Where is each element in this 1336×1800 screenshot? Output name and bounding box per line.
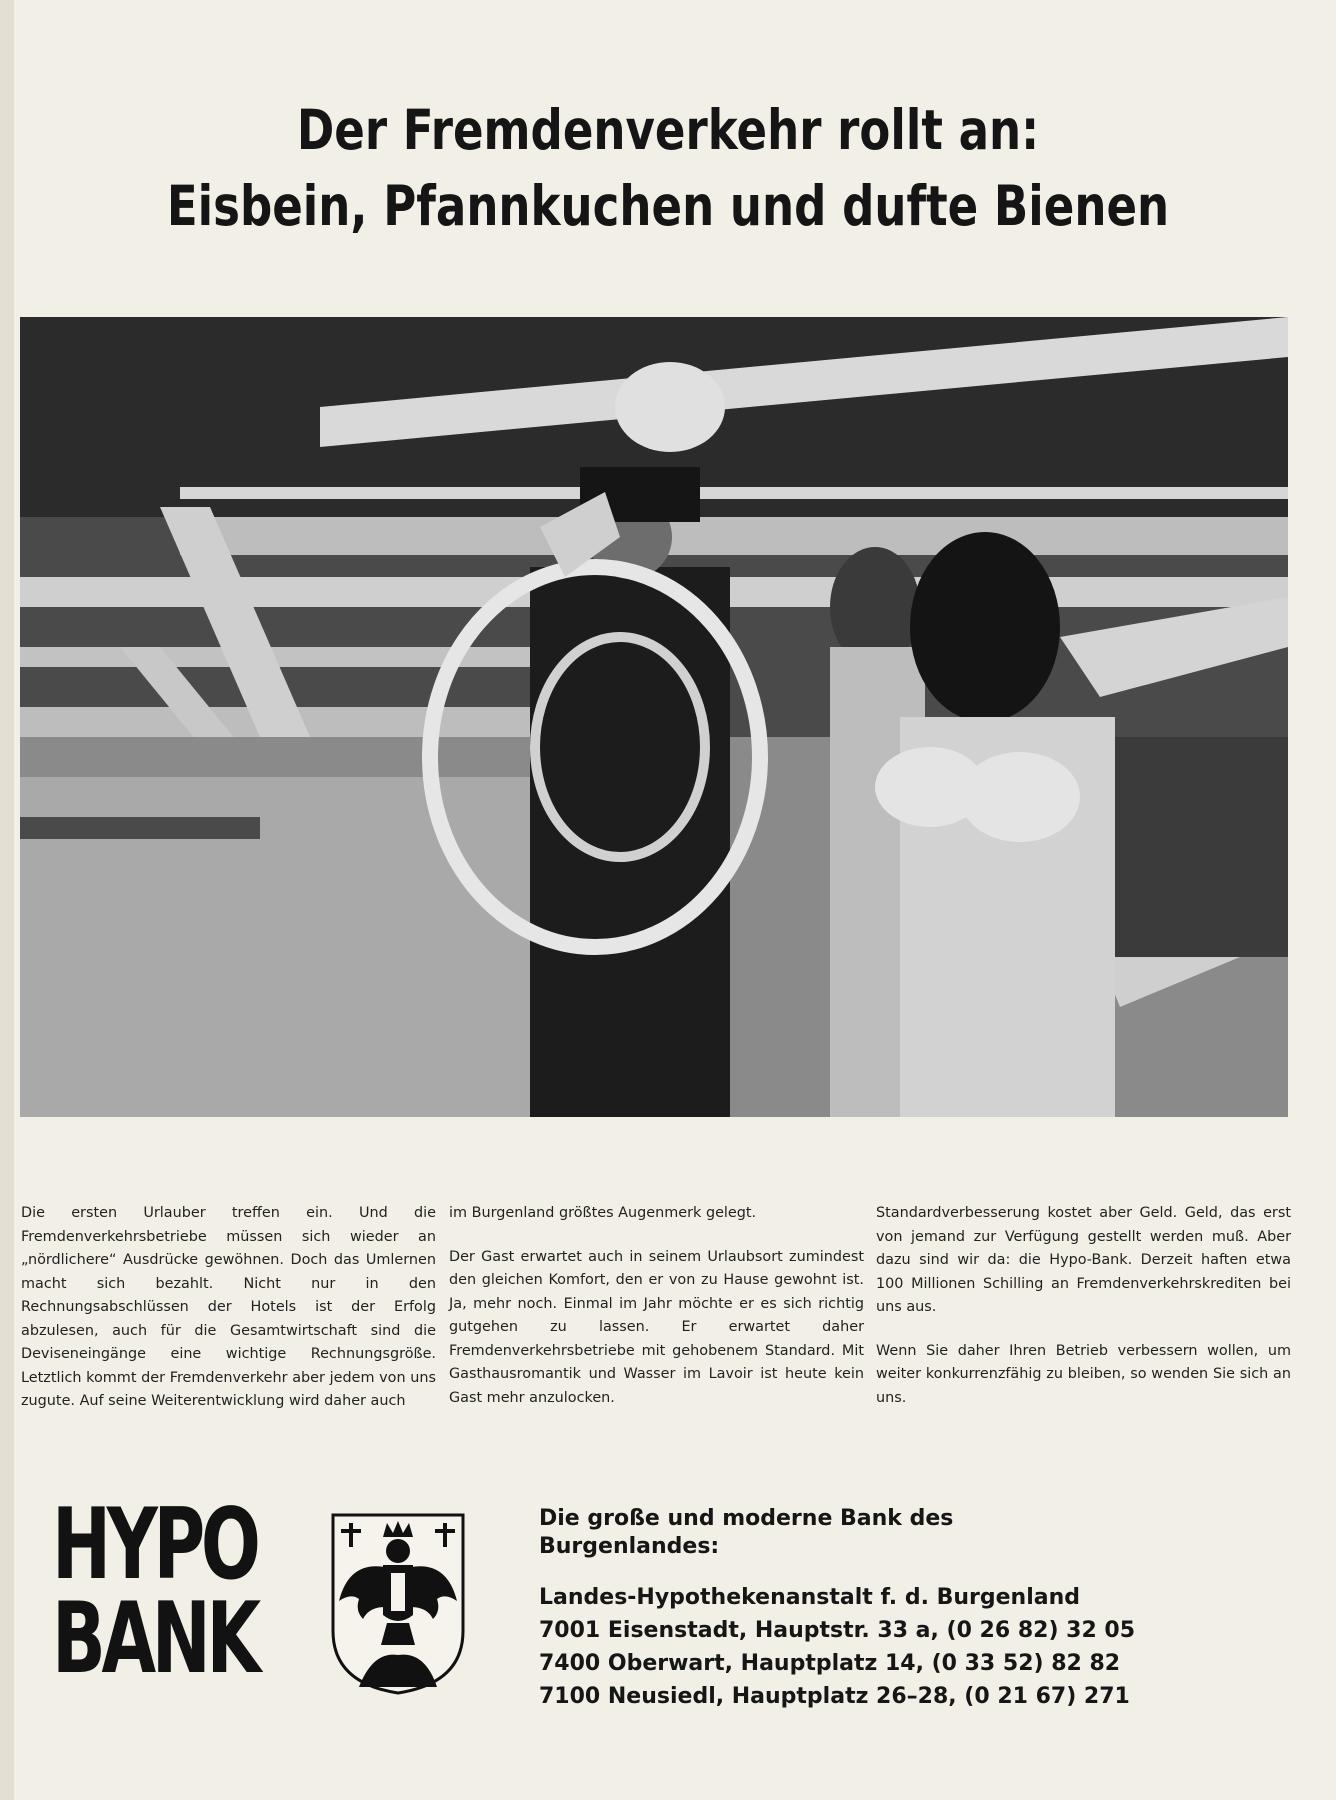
bank-address-oberwart: 7400 Oberwart, Hauptplatz 14, (0 33 52) 82 82 xyxy=(539,1651,1121,1676)
body-paragraph: Der Gast erwartet auch in seinem Urlaubsort zumindest den gleichen Komfort, den er von zu Hause gewohnt ist. Ja, mehr noch. Einmal im Jahr möchte er es sich richtig gutgehen zu lassen. Er erwartet daher Fremdenverkehrsbetriebe mit gehobenem Standard. Mit Gasthausromantik und Wasser im Lavoir ist heute kein Gast mehr anzulocken. xyxy=(449,1248,864,1406)
headline xyxy=(120,92,1216,244)
logo-line-2: BANK xyxy=(52,1582,257,1696)
eagle-coat-of-arms-icon xyxy=(329,1511,467,1697)
bank-name: Landes-Hypothekenanstalt f. d. Burgenland xyxy=(539,1585,1080,1610)
body-paragraph: Standardverbesserung kostet aber Geld. Geld, das erst von jemand zur Verfügung gestellt werden muß. Aber dazu sind wir da: die Hypo-Bank. Derzeit haften etwa 100 Millionen Schilling an Fremdenverkehrskrediten bei uns aus. xyxy=(876,1205,1291,1315)
body-column-3 xyxy=(876,1202,1291,1430)
hypo-bank-logo xyxy=(52,1488,257,1696)
logo-line-1: HYPO xyxy=(52,1488,257,1602)
photo-tuba-player-and-women-at-pool xyxy=(20,317,1288,1117)
bank-contact-block xyxy=(539,1505,1136,1713)
bank-tagline: Die große und moderne Bank des Burgenlandes: xyxy=(539,1506,954,1559)
body-paragraph: im Burgenland größtes Augenmerk gelegt. xyxy=(449,1205,757,1221)
bank-address-eisenstadt: 7001 Eisenstadt, Hauptstr. 33 a, (0 26 82) 32 05 xyxy=(539,1618,1136,1643)
headline-line-2: Eisbein, Pfannkuchen und dufte Bienen xyxy=(166,174,1170,238)
body-paragraph: Die ersten Urlauber treffen ein. Und die Fremdenverkehrsbetriebe müssen sich wieder an „nördlichere“ Ausdrücke gewöhnen. Doch das Umlernen macht sich bezahlt. Nicht nur in den Rechnungsabschlüssen der Hotels ist der Erfolg abzulesen, auch für die Gesamtwirtschaft sind die Deviseneingänge eine wichtige Rechnungsgröße. Letztlich kommt der Fremdenverkehr aber jedem von uns zugute. Auf seine Weiterentwicklung wird daher auch xyxy=(21,1205,436,1409)
body-column-2 xyxy=(449,1202,864,1430)
body-paragraph: Wenn Sie daher Ihren Betrieb verbessern wollen, um weiter konkurrenzfähig zu bleiben, so wenden Sie sich an uns. xyxy=(876,1342,1291,1406)
body-column-1 xyxy=(21,1202,436,1434)
bank-address-neusiedl: 7100 Neusiedl, Hauptplatz 26–28, (0 21 67) 271 xyxy=(539,1684,1130,1709)
page-edge xyxy=(0,0,14,1800)
headline-line-1: Der Fremdenverkehr rollt an: xyxy=(296,98,1040,162)
